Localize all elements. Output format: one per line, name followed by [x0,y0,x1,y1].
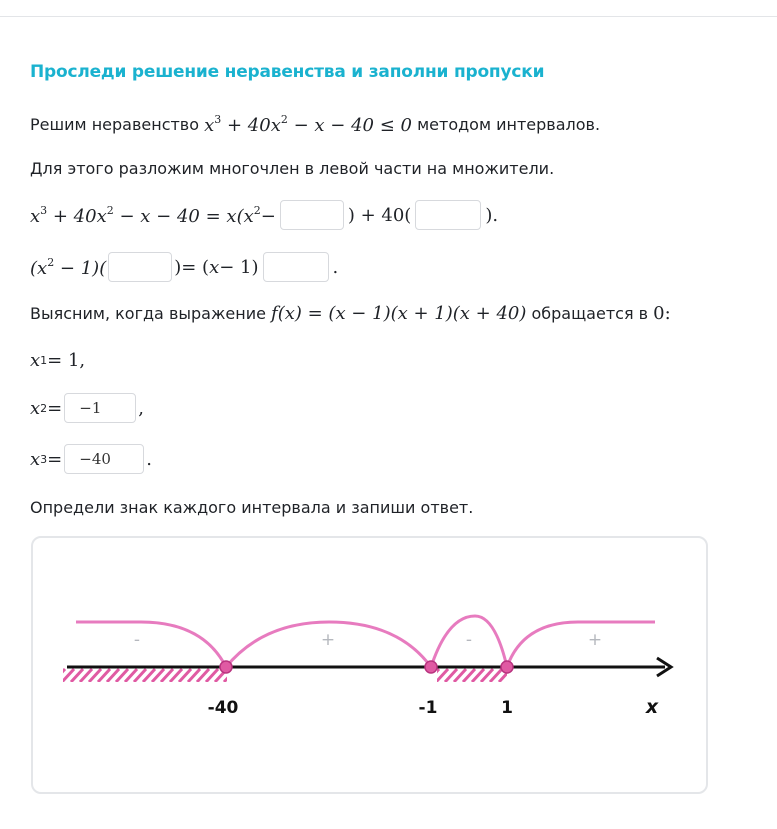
axis-label-x: x [645,696,659,718]
answer-input-4[interactable] [263,252,329,282]
root-3-tail: . [146,448,152,470]
equation-2-start: $(x^2 - 1)$( [30,255,107,279]
root-2-var: x [30,397,41,419]
zero-value: 0: [653,303,671,324]
sign-prompt-text: Определи знак каждого интервала и запиши ответ. [30,498,474,517]
answer-input-1[interactable] [280,200,344,230]
zeros-intro [30,303,671,324]
sign-curve-4 [507,622,655,667]
sign-interval-1[interactable]: - [133,630,141,650]
root-1-value: = 1, [47,350,86,371]
root-3-eq: = [47,448,63,470]
label-1: 1 [501,698,513,718]
point-1 [501,661,513,673]
equation-2-mid: )= ( [174,256,210,278]
number-line-panel[interactable] [31,536,708,794]
equation-1 [30,200,498,230]
zeros-intro-suffix: обращается в [531,304,649,323]
root-2-input[interactable]: −1 [64,393,136,423]
root-3-var: x [30,448,41,470]
intro-suffix: методом интервалов. [417,115,601,134]
hatch-mark [517,669,529,682]
function-expression: f(x) = (x − 1)(x + 1)(x + 40) [271,303,527,324]
root-1-sub: 1 [40,354,48,367]
number-line-svg[interactable] [33,538,706,792]
sign-interval-3[interactable]: - [465,630,473,650]
root-3-input[interactable]: −40 [64,444,144,474]
inequality: $x^3 + 40x^2 - x - 40 \le 0$ [204,113,412,136]
hatch-left [53,669,245,682]
intro-line [30,113,600,136]
root-3-sub: 3 [40,452,48,466]
factor-intro [30,159,554,178]
task-title: Проследи решение неравенства и заполни пропуски [30,62,545,82]
label-minus-40: -40 [207,698,239,718]
sign-interval-2[interactable]: + [320,630,336,650]
label-minus-1: -1 [418,698,438,718]
answer-input-2[interactable] [415,200,481,230]
zeros-intro-prefix: Выясним, когда выражение [30,304,266,323]
root-3 [30,444,152,474]
equation-1-left: $x^3 + 40x^2 - x - 40 = x(x^2-$ [30,203,276,227]
answer-input-3[interactable] [108,252,172,282]
root-2-eq: = [47,397,63,419]
top-divider [0,16,777,17]
equation-2 [30,252,338,282]
intro-prefix: Решим неравенство [30,115,200,134]
equation-2-var: x [209,256,220,278]
root-2-tail: , [138,397,144,419]
sign-interval-4[interactable]: + [587,630,603,650]
equation-1-mid: ) + 40( [347,204,412,226]
sign-prompt [30,498,473,517]
root-2-sub: 2 [40,401,48,415]
point-minus-40 [220,661,232,673]
equation-2-mid2: − 1) [219,256,259,278]
equation-1-end: ). [485,204,499,226]
factor-intro-text: Для этого разложим многочлен в левой части на множители. [30,159,555,178]
point-minus-1 [425,661,437,673]
hatch-middle [427,669,529,682]
root-1 [30,350,85,371]
sign-curve-1 [76,622,226,667]
hatch-mark [233,669,245,682]
equation-2-end: . [332,256,339,278]
root-1-var: x [30,350,41,371]
root-2 [30,393,144,423]
